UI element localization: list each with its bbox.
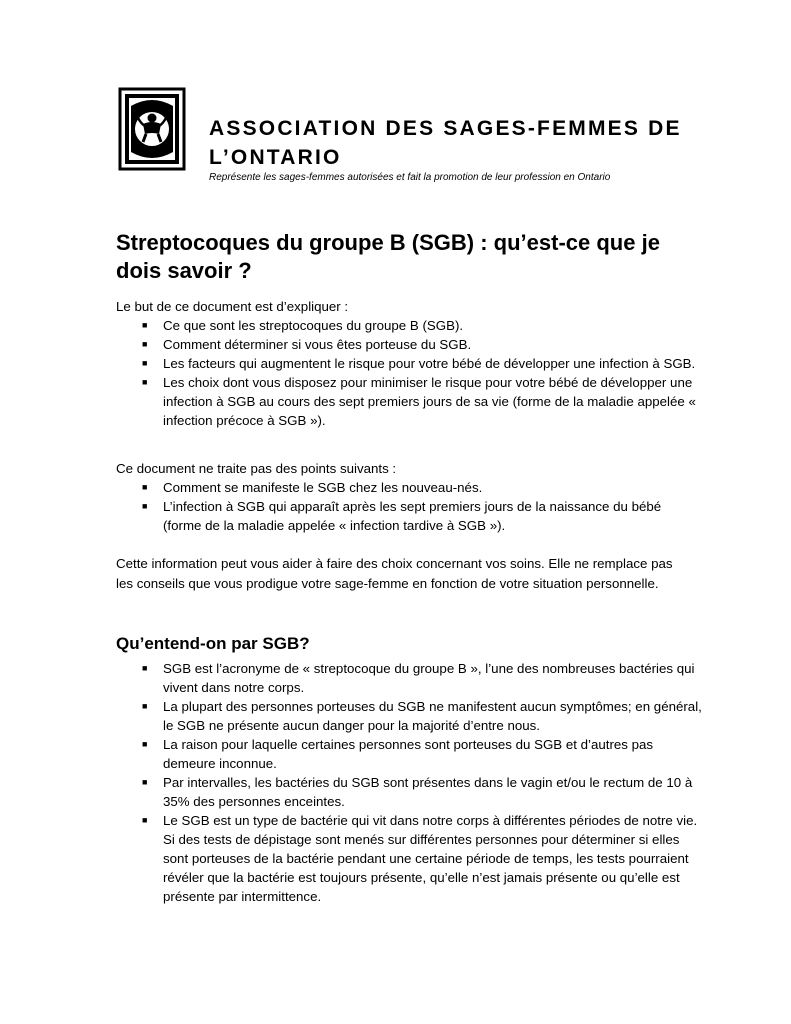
bullet-icon: ■ bbox=[142, 663, 148, 673]
section-list bbox=[116, 659, 703, 906]
bullet-icon: ■ bbox=[142, 777, 148, 787]
document-title: Streptocoques du groupe B (SGB) : qu’est-ce que je dois savoir ? bbox=[116, 230, 660, 283]
list-item: ■ Ce que sont les streptocoques du groupe B (SGB). bbox=[142, 318, 464, 333]
not-covered-list bbox=[116, 478, 703, 535]
bullet-icon: ■ bbox=[142, 482, 148, 492]
organization-name: ASSOCIATION DES SAGES-FEMMES DE L’ONTARIO bbox=[209, 117, 682, 169]
list-item: ■ Les choix dont vous disposez pour minimiser le risque pour votre bébé de développer une infection à SGB au cours des sept premiers jours de sa vie (forme de la maladie appelée « infection précoce à SGB »). bbox=[142, 375, 696, 428]
list-item: ■ L’infection à SGB qui apparaît après les sept premiers jours de la naissance du bébé (forme de la maladie appelée « infection tardive à SGB »). bbox=[142, 499, 662, 533]
bullet-icon: ■ bbox=[142, 320, 148, 330]
intro-lead: Le but de ce document est d’expliquer : bbox=[116, 299, 349, 314]
list-item: ■ Les facteurs qui augmentent le risque pour votre bébé de développer une infection à SGB. bbox=[142, 356, 696, 371]
disclaimer-paragraph: Cette information peut vous aider à faire des choix concernant vos soins. Elle ne remplace pas les conseils que vous prodigue votre sage-femme en fonction de votre situation personnelle. bbox=[116, 556, 673, 591]
bullet-icon: ■ bbox=[142, 358, 148, 368]
bullet-icon: ■ bbox=[142, 701, 148, 711]
list-item: ■ Par intervalles, les bactéries du SGB sont présentes dans le vagin et/ou le rectum de 10 à 35% des personnes enceintes. bbox=[142, 775, 693, 809]
list-item: ■ SGB est l’acronyme de « streptocoque du groupe B », l’une des nombreuses bactéries qui vivent dans notre corps. bbox=[142, 661, 695, 695]
bullet-icon: ■ bbox=[142, 739, 148, 749]
association-logo bbox=[117, 86, 187, 172]
list-item: ■ Comment se manifeste le SGB chez les nouveau-nés. bbox=[142, 480, 483, 495]
list-item: ■ La raison pour laquelle certaines personnes sont porteuses du SGB et d’autres pas demeure inconnue. bbox=[142, 737, 654, 771]
not-covered-lead: Ce document ne traite pas des points suivants : bbox=[116, 461, 397, 476]
bullet-icon: ■ bbox=[142, 501, 148, 511]
list-item: ■ Comment déterminer si vous êtes porteuse du SGB. bbox=[142, 337, 472, 352]
bullet-icon: ■ bbox=[142, 339, 148, 349]
bullet-icon: ■ bbox=[142, 377, 148, 387]
organization-tagline: Représente les sages-femmes autorisées et fait la promotion de leur profession en Ontario bbox=[209, 172, 611, 183]
list-item: ■ La plupart des personnes porteuses du SGB ne manifestent aucun symptômes; en général, le SGB ne présente aucun danger pour la majorité d’entre nous. bbox=[142, 699, 702, 733]
intro-list bbox=[116, 316, 703, 430]
list-item: ■ Le SGB est un type de bactérie qui vit dans notre corps à différentes périodes de notre vie. Si des tests de dépistage sont menés sur différentes personnes pour déterminer si elles sont porteuses de la bactérie pendant une certaine période de temps, les tests pourraient révéler que la bactérie est toujours présente, qu’elle n’est jamais présente ou qu’elle est présente par intermittence. bbox=[142, 813, 698, 904]
section-heading: Qu’entend-on par SGB? bbox=[116, 634, 310, 653]
bullet-icon: ■ bbox=[142, 815, 148, 825]
